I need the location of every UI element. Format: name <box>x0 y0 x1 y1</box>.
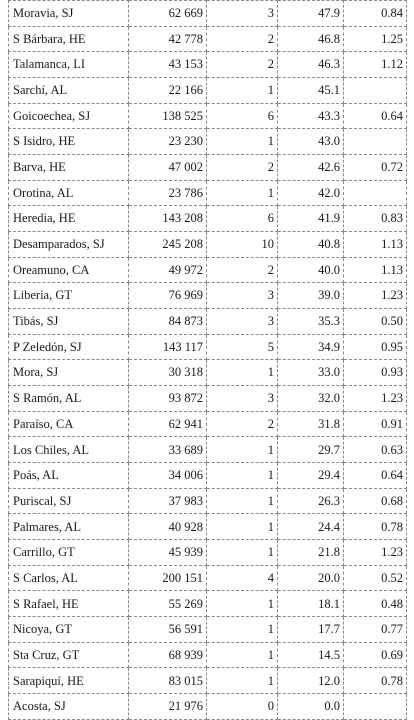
ratio-cell: 1.23 <box>344 283 407 309</box>
table-row <box>9 180 407 206</box>
rate-cell: 29.7 <box>278 437 344 463</box>
table-row <box>9 514 407 540</box>
ratio-cell: 0.83 <box>344 206 407 232</box>
data-table-container <box>8 0 406 720</box>
count-cell: 0 <box>207 694 278 720</box>
ratio-cell: 1.12 <box>344 52 407 78</box>
table-row <box>9 437 407 463</box>
rate-cell: 41.9 <box>278 206 344 232</box>
place-cell: Talamanca, LI <box>9 52 129 78</box>
count-cell: 2 <box>207 257 278 283</box>
count-cell: 1 <box>207 360 278 386</box>
population-cell: 23 786 <box>129 180 207 206</box>
rate-cell: 47.9 <box>278 1 344 27</box>
table-row <box>9 540 407 566</box>
rate-cell: 39.0 <box>278 283 344 309</box>
population-cell: 56 591 <box>129 617 207 643</box>
ratio-cell: 0.64 <box>344 103 407 129</box>
place-cell: Puriscal, SJ <box>9 488 129 514</box>
rate-cell: 14.5 <box>278 642 344 668</box>
population-cell: 22 166 <box>129 78 207 104</box>
population-cell: 55 269 <box>129 591 207 617</box>
population-cell: 23 230 <box>129 129 207 155</box>
rate-cell: 42.6 <box>278 155 344 181</box>
place-cell: P Zeledón, SJ <box>9 334 129 360</box>
count-cell: 3 <box>207 309 278 335</box>
table-row <box>9 668 407 694</box>
rate-cell: 24.4 <box>278 514 344 540</box>
ratio-cell: 0.77 <box>344 617 407 643</box>
count-cell: 1 <box>207 591 278 617</box>
rate-cell: 40.8 <box>278 232 344 258</box>
ratio-cell: 0.63 <box>344 437 407 463</box>
table-row <box>9 334 407 360</box>
count-cell: 3 <box>207 386 278 412</box>
place-cell: S Carlos, AL <box>9 565 129 591</box>
rate-cell: 40.0 <box>278 257 344 283</box>
count-cell: 6 <box>207 103 278 129</box>
table-row <box>9 78 407 104</box>
ratio-cell <box>344 78 407 104</box>
table-row <box>9 206 407 232</box>
ratio-cell: 1.25 <box>344 26 407 52</box>
ratio-cell <box>344 694 407 720</box>
count-cell: 2 <box>207 155 278 181</box>
count-cell: 5 <box>207 334 278 360</box>
table-row <box>9 360 407 386</box>
population-cell: 21 976 <box>129 694 207 720</box>
population-cell: 200 151 <box>129 565 207 591</box>
place-cell: Moravia, SJ <box>9 1 129 27</box>
population-cell: 62 669 <box>129 1 207 27</box>
population-cell: 40 928 <box>129 514 207 540</box>
ratio-cell: 0.48 <box>344 591 407 617</box>
ratio-cell: 1.23 <box>344 540 407 566</box>
rate-cell: 12.0 <box>278 668 344 694</box>
table-row <box>9 129 407 155</box>
table-row <box>9 52 407 78</box>
rate-cell: 43.0 <box>278 129 344 155</box>
place-cell: S Rafael, HE <box>9 591 129 617</box>
rate-cell: 35.3 <box>278 309 344 335</box>
count-cell: 1 <box>207 78 278 104</box>
rate-cell: 45.1 <box>278 78 344 104</box>
table-row <box>9 463 407 489</box>
place-cell: Liberia, GT <box>9 283 129 309</box>
ratio-cell: 0.52 <box>344 565 407 591</box>
table-row <box>9 26 407 52</box>
count-cell: 1 <box>207 437 278 463</box>
table-row <box>9 257 407 283</box>
rate-cell: 31.8 <box>278 411 344 437</box>
ratio-cell: 1.13 <box>344 257 407 283</box>
rate-cell: 32.0 <box>278 386 344 412</box>
place-cell: Goicoechea, SJ <box>9 103 129 129</box>
count-cell: 1 <box>207 180 278 206</box>
rate-cell: 17.7 <box>278 617 344 643</box>
ratio-cell: 0.64 <box>344 463 407 489</box>
rate-cell: 46.8 <box>278 26 344 52</box>
rate-cell: 33.0 <box>278 360 344 386</box>
place-cell: Tibás, SJ <box>9 309 129 335</box>
count-cell: 3 <box>207 283 278 309</box>
place-cell: Palmares, AL <box>9 514 129 540</box>
count-cell: 1 <box>207 617 278 643</box>
place-cell: S Isidro, HE <box>9 129 129 155</box>
ratio-cell: 1.13 <box>344 232 407 258</box>
ratio-cell: 0.78 <box>344 668 407 694</box>
place-cell: Sarchí, AL <box>9 78 129 104</box>
table-row <box>9 386 407 412</box>
ratio-cell: 0.78 <box>344 514 407 540</box>
ratio-cell: 0.93 <box>344 360 407 386</box>
ratio-cell: 0.95 <box>344 334 407 360</box>
place-cell: Nicoya, GT <box>9 617 129 643</box>
ratio-cell: 1.23 <box>344 386 407 412</box>
ratio-cell: 0.84 <box>344 1 407 27</box>
rate-cell: 43.3 <box>278 103 344 129</box>
place-cell: Heredia, HE <box>9 206 129 232</box>
place-cell: Orotina, AL <box>9 180 129 206</box>
population-cell: 49 972 <box>129 257 207 283</box>
place-cell: Carrillo, GT <box>9 540 129 566</box>
count-cell: 4 <box>207 565 278 591</box>
ratio-cell: 0.68 <box>344 488 407 514</box>
count-cell: 2 <box>207 411 278 437</box>
place-cell: Sarapiquí, HE <box>9 668 129 694</box>
population-cell: 45 939 <box>129 540 207 566</box>
rate-cell: 42.0 <box>278 180 344 206</box>
table-body <box>9 1 407 720</box>
count-cell: 1 <box>207 540 278 566</box>
ratio-cell <box>344 180 407 206</box>
ratio-cell: 0.50 <box>344 309 407 335</box>
data-table <box>8 0 407 720</box>
population-cell: 30 318 <box>129 360 207 386</box>
rate-cell: 0.0 <box>278 694 344 720</box>
table-row <box>9 488 407 514</box>
count-cell: 1 <box>207 668 278 694</box>
table-row <box>9 694 407 720</box>
count-cell: 2 <box>207 26 278 52</box>
population-cell: 84 873 <box>129 309 207 335</box>
ratio-cell: 0.72 <box>344 155 407 181</box>
table-row <box>9 309 407 335</box>
population-cell: 33 689 <box>129 437 207 463</box>
place-cell: S Bárbara, HE <box>9 26 129 52</box>
population-cell: 68 939 <box>129 642 207 668</box>
rate-cell: 26.3 <box>278 488 344 514</box>
population-cell: 138 525 <box>129 103 207 129</box>
population-cell: 62 941 <box>129 411 207 437</box>
population-cell: 93 872 <box>129 386 207 412</box>
place-cell: Sta Cruz, GT <box>9 642 129 668</box>
count-cell: 6 <box>207 206 278 232</box>
rate-cell: 29.4 <box>278 463 344 489</box>
count-cell: 1 <box>207 129 278 155</box>
count-cell: 1 <box>207 488 278 514</box>
count-cell: 1 <box>207 642 278 668</box>
place-cell: S Ramón, AL <box>9 386 129 412</box>
population-cell: 37 983 <box>129 488 207 514</box>
population-cell: 47 002 <box>129 155 207 181</box>
rate-cell: 46.3 <box>278 52 344 78</box>
table-row <box>9 411 407 437</box>
population-cell: 34 006 <box>129 463 207 489</box>
table-row <box>9 565 407 591</box>
population-cell: 143 117 <box>129 334 207 360</box>
count-cell: 2 <box>207 52 278 78</box>
population-cell: 83 015 <box>129 668 207 694</box>
place-cell: Desamparados, SJ <box>9 232 129 258</box>
population-cell: 245 208 <box>129 232 207 258</box>
table-row <box>9 155 407 181</box>
table-row <box>9 591 407 617</box>
table-row <box>9 1 407 27</box>
count-cell: 1 <box>207 514 278 540</box>
rate-cell: 20.0 <box>278 565 344 591</box>
ratio-cell: 0.91 <box>344 411 407 437</box>
rate-cell: 21.8 <box>278 540 344 566</box>
place-cell: Oreamuno, CA <box>9 257 129 283</box>
place-cell: Mora, SJ <box>9 360 129 386</box>
ratio-cell <box>344 129 407 155</box>
population-cell: 76 969 <box>129 283 207 309</box>
count-cell: 1 <box>207 463 278 489</box>
table-row <box>9 103 407 129</box>
rate-cell: 34.9 <box>278 334 344 360</box>
place-cell: Acosta, SJ <box>9 694 129 720</box>
place-cell: Paraíso, CA <box>9 411 129 437</box>
place-cell: Poás, AL <box>9 463 129 489</box>
population-cell: 143 208 <box>129 206 207 232</box>
table-row <box>9 617 407 643</box>
population-cell: 42 778 <box>129 26 207 52</box>
count-cell: 3 <box>207 1 278 27</box>
population-cell: 43 153 <box>129 52 207 78</box>
table-row <box>9 642 407 668</box>
count-cell: 10 <box>207 232 278 258</box>
table-row <box>9 283 407 309</box>
rate-cell: 18.1 <box>278 591 344 617</box>
place-cell: Barva, HE <box>9 155 129 181</box>
table-row <box>9 232 407 258</box>
ratio-cell: 0.69 <box>344 642 407 668</box>
place-cell: Los Chiles, AL <box>9 437 129 463</box>
